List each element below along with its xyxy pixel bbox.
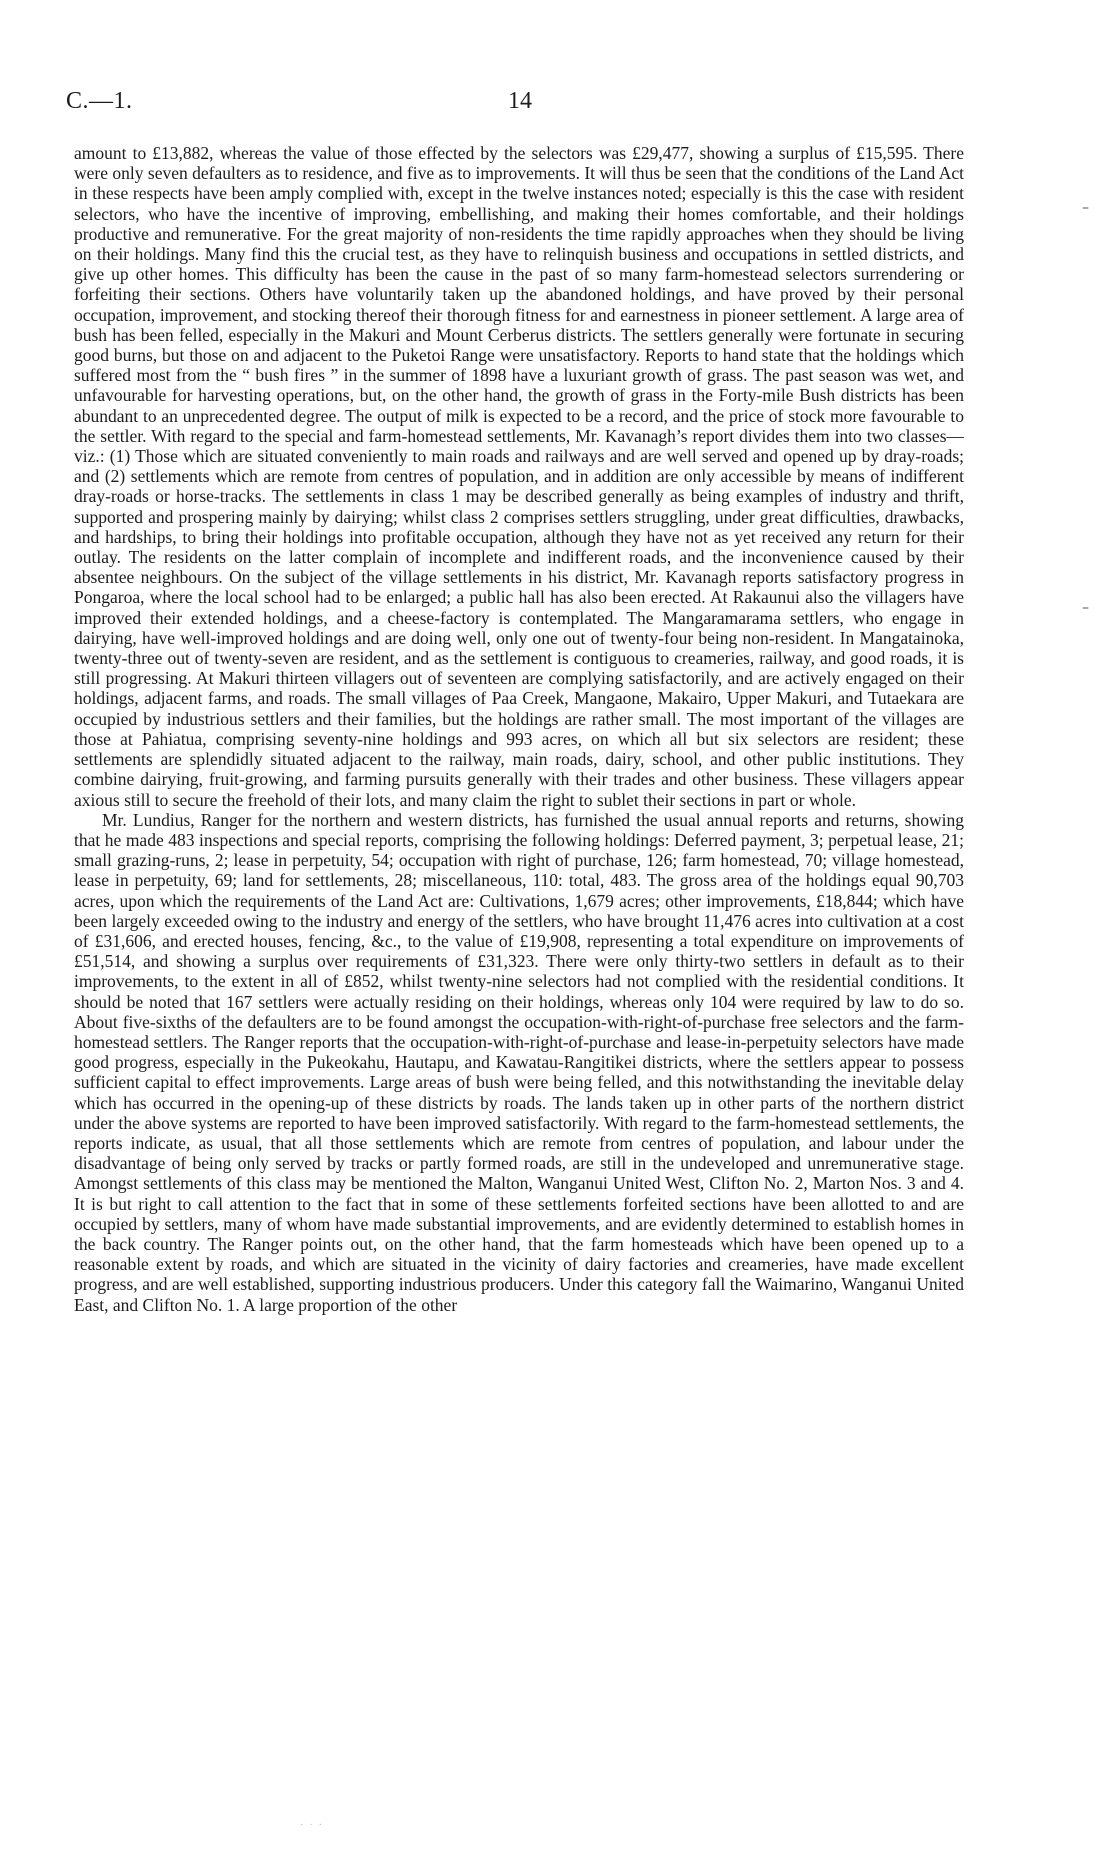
scan-artifact: ··· bbox=[300, 1820, 328, 1831]
document-reference: C.—1. bbox=[66, 88, 133, 114]
body-text bbox=[74, 143, 964, 1315]
paragraph: amount to £13,882, whereas the value of those effected by the selectors was £29,477, showing a surplus of £15,595. There were only seven defaulters as to residence, and five as to improvements. It will thus be seen that the conditions of the Land Act in these respects have been amply complied with, except in the twelve instances noted; especially is this the case with resident selectors, who have the incentive of improving, embellishing, and making their homes comfortable, and their holdings productive and remunerative. For the great majority of non-residents the time rapidly approaches when they should be living on their holdings. Many find this the crucial test, as they have to relinquish business and occupations in settled districts, and give up other homes. This difficulty has been the cause in the past of so many farm-homestead selectors surrendering or forfeiting their sections. Others have voluntarily taken up the abandoned holdings, and have proved by their personal occupation, improvement, and stocking thereof their thorough fitness for and earnestness in pioneer settlement. A large area of bush has been felled, especially in the Makuri and Mount Cerberus districts. The settlers generally were fortunate in securing good burns, but those on and adjacent to the Puketoi Range were unsatisfactory. Reports to hand state that the holdings which suffered most from the “ bush fires ” in the summer of 1898 have a luxuriant growth of grass. The past season was wet, and unfavourable for harvesting operations, but, on the other hand, the growth of grass in the Forty-mile Bush districts has been abundant to an unprecedented degree. The output of milk is expected to be a record, and the price of stock more favourable to the settler. With regard to the special and farm-homestead settlements, Mr. Kavanagh’s report divides them into two classes—viz.: (1) Those which are situated conveniently to main roads and railways and are well served and opened up by dray-roads; and (2) settlements which are remote from centres of population, and in addition are only accessible by means of indifferent dray-roads or horse-tracks. The settlements in class 1 may be described generally as being examples of industry and thrift, supported and prospering mainly by dairying; whilst class 2 comprises settlers struggling, under great difficulties, drawbacks, and hardships, to bring their holdings into profitable occupation, although they have not as yet received any return for their outlay. The residents on the latter complain of incomplete and indifferent roads, and the inconvenience caused by their absentee neighbours. On the subject of the village settlements in his district, Mr. Kavanagh reports satisfactory progress in Pongaroa, where the local school had to be enlarged; a public hall has also been erected. At Rakaunui also the villagers have improved their extended holdings, and a cheese-factory is contemplated. The Mangaramarama settlers, who engage in dairying, have well-improved holdings and are doing well, only one out of twenty-four being non-resident. In Mangatainoka, twenty-three out of twenty-seven are resident, and as the settlement is contiguous to creameries, railway, and good roads, it is still progressing. At Makuri thirteen villagers out of seventeen are complying satisfactorily, and are actively engaged on their holdings, adjacent farms, and roads. The small villages of Paa Creek, Mangaone, Makairo, Upper Makuri, and Tutaekara are occupied by industrious settlers and their families, but the holdings are rather small. The most important of the villages are those at Pahiatua, comprising seventy-nine holdings and 993 acres, on which all but six selectors are resident; these settlements are splendidly situated adjacent to the railway, main roads, dairy, school, and other public institutions. They combine dairying, fruit-growing, and farming pursuits generally with their trades and other business. These villagers appear axious still to secure the freehold of their lots, and many claim the right to sublet their sections in part or whole. bbox=[74, 143, 964, 810]
margin-mark: – bbox=[1082, 200, 1089, 216]
margin-mark: – bbox=[1082, 600, 1089, 616]
page-header bbox=[66, 88, 966, 128]
page-number: 14 bbox=[508, 88, 532, 114]
paragraph: Mr. Lundius, Ranger for the northern and western districts, has furnished the usual annual reports and returns, showing that he made 483 inspections and special reports, comprising the following holdings: Deferred payment, 3; perpetual lease, 21; small grazing-runs, 2; lease in perpetuity, 54; occupation with right of purchase, 126; farm homestead, 70; village homestead, lease in perpetuity, 69; land for settlements, 28; miscellaneous, 110: total, 483. The gross area of the holdings equal 90,703 acres, upon which the requirements of the Land Act are: Cultivations, 1,679 acres; other improvements, £18,844; which have been largely exceeded owing to the industry and energy of the settlers, who have brought 11,476 acres into cultivation at a cost of £31,606, and erected houses, fencing, &c., to the value of £19,908, representing a total expenditure on improvements of £51,514, and showing a surplus over requirements of £31,323. There were only thirty-two settlers in default as to their improvements, to the extent in all of £852, whilst twenty-nine selectors had not complied with the residential conditions. It should be noted that 167 settlers were actually residing on their holdings, whereas only 104 were required by law to do so. About five-sixths of the defaulters are to be found amongst the occupation-with-right-of-purchase free selectors and the farm-homestead settlers. The Ranger reports that the occupation-with-right-of-purchase and lease-in-perpetuity selectors have made good progress, especially in the Pukeokahu, Hautapu, and Kawatau-Rangitikei districts, where the settlers appear to possess sufficient capital to effect improvements. Large areas of bush were being felled, and this notwithstanding the inevitable delay which has occurred in the opening-up of these districts by roads. The lands taken up in other parts of the northern district under the above systems are reported to have been improved satisfactorily. With regard to the farm-homestead settlements, the reports indicate, as usual, that all those settlements which are remote from centres of population, and labour under the disadvantage of being only served by tracks or partly formed roads, are still in the undeveloped and unremunerative stage. Amongst settlements of this class may be mentioned the Malton, Wanganui United West, Clifton No. 2, Marton Nos. 3 and 4. It is but right to call attention to the fact that in some of these settlements forfeited sections have been allotted to and are occupied by settlers, many of whom have made substantial improvements, and are evidently determined to establish homes in the back country. The Ranger points out, on the other hand, that the farm homesteads which have been opened up to a reasonable extent by roads, and which are situated in the vicinity of dairy factories and creameries, have made excellent progress, and are well established, supporting industrious producers. Under this category fall the Waimarino, Wanganui United East, and Clifton No. 1. A large proportion of the other bbox=[74, 809, 964, 1315]
